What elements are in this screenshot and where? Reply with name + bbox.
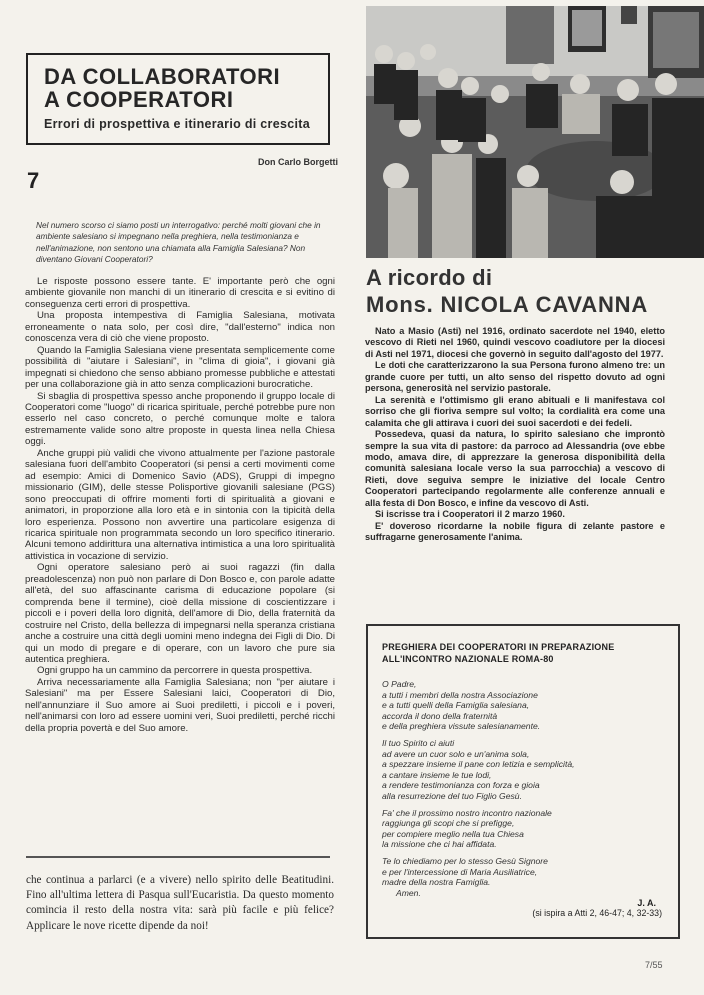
prayer-line: O Padre, bbox=[382, 679, 417, 689]
memorial-title bbox=[366, 264, 701, 318]
prayer-line: ad avere un cuor solo e un'anima sola, bbox=[382, 748, 530, 759]
prayer-stanza bbox=[382, 738, 664, 802]
prayer-stanza bbox=[382, 679, 664, 732]
closing-text: che continua a parlarci (e a vivere) nello spirito delle Beatitudini. Fino all'ultima lettera di Pasqua sull'Eucaristia. Da questo momento comincia il resto della nostra vita: sarà più facile e più felice? Applicare le nove ricette dipende da noi! bbox=[26, 874, 334, 932]
prayer-line: Fa' che il prossimo nostro incontro nazionale bbox=[382, 807, 552, 818]
prayer-line: e per l'intercessione di Maria Ausiliatrice, bbox=[382, 866, 538, 877]
prayer-line: la missione che ci hai affidata. bbox=[382, 839, 497, 850]
prayer-heading: PREGHIERA DEI COOPERATORI IN PREPARAZIONE ALL'INCONTRO NAZIONALE ROMA-80 bbox=[382, 642, 615, 664]
paragraph: Anche gruppi più validi che vivono attualmente per l'azione pastorale salesiana fuori dell'ambito Cooperatori (si pensi a certi movimenti come ad esempio: Amici di Domenico Savio (ADS), Gruppi di impegno missionario (GIM), delle stesse Polisportive giovanili salesiane (PGS) sono preoccupati di offrire momenti forti di spiritualità a giovani e animatori, in proporzione alla loro età e in sintonia con la tipicità della loro esperienza. Possono non avvertire una particolare esigenza di ricarica spirituale non programmata secondo un loro specifico itinerario. Alcuni temono addirittura una alternativa intimistica a una loro spiritualità attivistica in vocazione di servizio. bbox=[25, 447, 335, 562]
paragraph: Quando la Famiglia Salesiana viene presentata semplicemente come possibilità di "aiutare i Salesiani", in "clima di gioia", i giovani già impegnati si chiedono che senso abbiano promesse pubbliche e attestati per una collaborazione già in atto senza complicazioni burocratiche. bbox=[25, 344, 335, 391]
prayer-line: Il tuo Spirito ci aiuti bbox=[382, 737, 455, 748]
prayer-reference: (si ispira a Atti 2, 46-47; 4, 32-33) bbox=[532, 908, 662, 919]
article-body bbox=[25, 276, 335, 734]
paragraph: Le risposte possono essere tante. E' importante però che ogni ambiente giovanile non manchi di un itinerario di crescita e si evitino di conseguenza certi errori di prospettiva. bbox=[25, 276, 335, 310]
article-number: 7 bbox=[27, 168, 40, 193]
paragraph: E' doveroso ricordarne la nobile figura di zelante pastore e suffragarne generosamente l'anima. bbox=[365, 520, 665, 543]
prayer-line: e a tutti quelli della Famiglia salesiana, bbox=[382, 700, 530, 711]
photo-illustration bbox=[366, 6, 704, 258]
paragraph: Una proposta intempestiva di Famiglia Salesiana, motivata erroneamente o nata solo, per così dire, "dall'esterno" indica non conoscenza vera di ciò che viene proposto. bbox=[25, 310, 335, 345]
article-author: Don Carlo Borgetti bbox=[258, 157, 338, 167]
prayer-line: Amen. bbox=[396, 887, 421, 898]
prayer-line: a rendere testimonianza con forza e gioia bbox=[382, 780, 540, 791]
prayer-line: per compiere meglio nella tua Chiesa bbox=[382, 828, 524, 839]
prayer-line: e della preghiera vissute salesianamente. bbox=[382, 721, 541, 732]
article-title-line1: DA COLLABORATORI bbox=[44, 64, 281, 89]
prayer-line: madre della nostra Famiglia. bbox=[382, 877, 491, 888]
prayer-line: a cantare insieme le tue lodi, bbox=[382, 769, 492, 780]
paragraph: Le doti che caratterizzarono la sua Persona furono almeno tre: un grande cuore per tutti, un alto senso del rispetto dovuto ad ogni persona, generosità nel servizio pastorale. bbox=[365, 360, 665, 394]
article-subtitle: Errori di prospettiva e itinerario di crescita bbox=[44, 117, 310, 131]
prayer-line: alla resurrezione del tuo Figlio Gesù. bbox=[382, 790, 522, 801]
paragraph: Arriva necessariamente alla Famiglia Salesiana; non "per aiutare i Salesiani" ma per Essere Salesiani laici, Cooperatori di Dio, nell'annunziare il Suo amore ai Suoi prediletti, i piccoli e i poveri, nell'animarsi con loro ad essere uomini veri, Suoi prediletti, perché ricchi della propria povertà e del Suo amore. bbox=[25, 676, 335, 734]
prayer-text bbox=[382, 679, 664, 898]
prayer-line: Te lo chiediamo per lo stesso Gesù Signore bbox=[382, 855, 548, 866]
article-title-line2: A COOPERATORI bbox=[44, 87, 234, 112]
prayer-signature: J. A. bbox=[637, 898, 656, 909]
paragraph: Ogni operatore salesiano però ai suoi ragazzi (fin dalla preadolescenza) non può non parlare di Don Bosco e, con parole adatte all'età, del suo affascinante carisma di educazione popolare (si comprenda bene il termine), cioè della missione di coscientizzare i piccoli e i poveri della loro dignità, dell'amore di Dio, della fraternità da costruire nel Cristo, della bellezza di impegnarsi nella speranza cristiana anche a costruire una città degli uomini meno indegna dei Figli di Dio. Di qui un modo di pregare e di operare, con un lavoro che pure sia autentica preghiera. bbox=[25, 562, 335, 665]
prayer-line: a spezzare insieme il pane con letizia e semplicità, bbox=[382, 759, 575, 770]
paragraph: Si sbaglia di prospettiva spesso anche proponendo il gruppo locale di Cooperatori come "luogo" di ricarica spirituale, perché potrebbe pure non esserlo nel caso concreto, o perché comunque molte e talora estremamente valide sono altre proposte in questa linea nella Chiesa oggi. bbox=[25, 390, 335, 448]
paragraph: Nato a Masio (Asti) nel 1916, ordinato sacerdote nel 1940, eletto vescovo di Rieti nel 1960, quindi vescovo coadiutore per la diocesi di Asti nel 1971, diocesi che governò in seguito dall'agosto del 1977. bbox=[365, 326, 665, 359]
article-title-box bbox=[26, 53, 330, 145]
article-intro: Nel numero scorso ci siamo posti un interrogativo: perché molti giovani che in ambiente salesiano si impegnano nella preghiera, nella testimonianza e nell'animazione, non sentono una chiamata alla Famiglia Salesiana? Non diventano Giovani Cooperatori? bbox=[36, 220, 321, 264]
paragraph: Si iscrisse tra i Cooperatori il 2 marzo 1960. bbox=[375, 509, 565, 520]
prayer-stanza bbox=[382, 856, 664, 898]
group-photo bbox=[366, 6, 704, 258]
memorial-body bbox=[365, 326, 665, 544]
paragraph: La serenità e l'ottimismo gli erano abituali e li manifestava col sorriso che gli fioriva sempre sul volto; la cordialità era come una calamita che gli attirava i cuori dei suoi sacerdoti e dei fedeli. bbox=[365, 394, 665, 428]
paragraph: Possedeva, quasi da natura, lo spirito salesiano che improntò sempre la sua vita di pastore: da parroco ad Alessandria (ove ebbe modo, amava dire, di apprezzare la generosa disponibilità della comunità salesiana locale verso la sua parrocchia) a vescovo di Rieti, dove seguiva sempre le iniziative del locale Centro Cooperatori partecipando regolarmente alle conferenze annuali e alla festa di Don Bosco, e infine da vescovo di Asti. bbox=[365, 429, 665, 508]
prayer-line: raggiunga gli scopi che si prefigge, bbox=[382, 818, 515, 829]
section-divider bbox=[26, 856, 330, 858]
page-number: 7/55 bbox=[645, 960, 663, 970]
prayer-line: a tutti i membri della nostra Associazione bbox=[382, 689, 538, 700]
prayer-line: accorda il dono della fraternità bbox=[382, 710, 498, 721]
paragraph: Ogni gruppo ha un cammino da percorrere in questa prospettiva. bbox=[37, 665, 313, 677]
prayer-stanza bbox=[382, 808, 664, 850]
memorial-title-line2: Mons. NICOLA CAVANNA bbox=[366, 292, 649, 317]
prayer-box bbox=[366, 624, 680, 939]
memorial-title-line1: A ricordo di bbox=[366, 265, 493, 290]
